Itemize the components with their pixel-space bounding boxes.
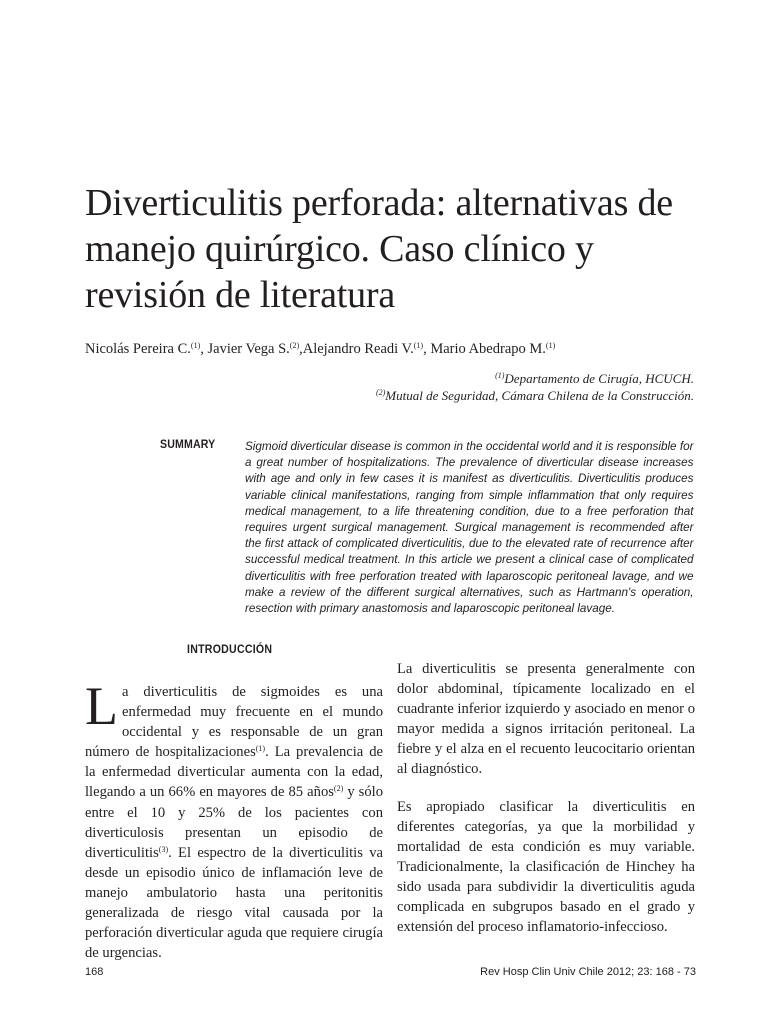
article-title: Diverticulitis perforada: alternativas de manejo quirúrgico. Caso clínico y revisión de literatura xyxy=(85,182,673,316)
intro-right-column xyxy=(397,659,695,954)
intro-paragraph-3: Es apropiado clasificar la diverticulitis en diferentes categorías, ya que la morbilidad y mortalidad de esta condición es muy variable. Tradicionalmente, la clasificación de Hinchey ha sido usada para subdividir la diverticulitis aguda complicada en subgrupos basado en el grado y extensión del proceso inflamatorio-infeccioso. xyxy=(397,798,695,936)
citation-mark: (2) xyxy=(333,784,344,794)
author-name: Mario Abedrapo M. xyxy=(430,341,546,357)
summary-label: SUMMARY xyxy=(160,437,216,451)
intro-left-column xyxy=(85,676,384,963)
intro-paragraph-1: La diverticulitis de sigmoides es una enfermedad muy frecuente en el mundo occidental y es responsable de un gran número de hospitalizaciones$^{(1)}$. La prevalencia de la enfermedad diverticular aumenta con la edad, llegando a un 66% en mayores de 85 años$^{(2)}$ y sólo entre el 10 y 25% de los pacientes con diverticulosis presentan un episodio de diverticulitis$^{(3)}$. El espectro de la diverticulitis va desde un episodio único de inflamación leve de manejo ambulatorio hasta una peritonitis generalizada de riesgo vital causada por la perforación diverticular aguda que requiere cirugía de urgencias. xyxy=(85,676,384,962)
author-affiliation-mark: (2) xyxy=(289,341,300,350)
citation-mark: (1) xyxy=(255,744,266,754)
author-affiliation-mark: (1) xyxy=(190,341,201,350)
author-affiliation-mark: (1) xyxy=(413,341,424,350)
intro-paragraph-2: La diverticulitis se presenta generalmente con dolor abdominal, típicamente localizado en el cuadrante inferior izquierdo y asociado en menor o mayor medida a signos irritación peritoneal. La fiebre y el alza en el recuento leucocitario orientan al diagnóstico. xyxy=(397,661,695,778)
author-name: Nicolás Pereira C. xyxy=(85,341,191,357)
page-number: 168 xyxy=(85,966,104,978)
author-name: Javier Vega S. xyxy=(207,341,290,357)
drop-cap: L xyxy=(85,676,118,736)
summary-text: Sigmoid diverticular disease is common in the occidental world and it is responsible for a great number of hospitalizations. The prevalence of diverticular disease increases with age and only in few cases it is manifest as diverticulitis. Diverticulitis produces variable clinical manifestations, ranging from simple inflammation that only requires medical management, to a life threatening condition, due to a free perforation that requires urgent surgical management. Surgical management is recommended after the first attack of complicated diverticulitis, due to the elevated rate of recurrence after successful medical treatment. In this article we present a clinical case of complicated diverticulitis with free perforation treated with laparoscopic peritoneal lavage, and we make a review of the different surgical alternatives, such as Hartmann's operation, resection with primary anastomosis and laparoscopic peritoneal lavage. xyxy=(245,439,694,616)
section-heading-introduccion: INTRODUCCIÓN xyxy=(187,642,273,656)
author-name: Alejandro Readi V. xyxy=(302,341,414,357)
author-affiliation-mark: (1) xyxy=(545,341,556,350)
citation-mark: (3) xyxy=(158,844,169,854)
journal-citation: Rev Hosp Clin Univ Chile 2012; 23: 168 - 73 xyxy=(480,966,696,978)
affiliation-1: $^{(1)}$Departamento de Cirugía, HCUCH. xyxy=(495,371,694,386)
author-list: Nicolás Pereira C.$^{(1)}$, Javier Vega S.$^{(2)}$,Alejandro Readi V.$^{(1)}$, Mario Abedrapo M.$^{(1)}$ xyxy=(85,341,556,357)
affiliation-2: $^{(2)}$Mutual de Seguridad, Cámara Chilena de la Construcción. xyxy=(375,388,694,403)
